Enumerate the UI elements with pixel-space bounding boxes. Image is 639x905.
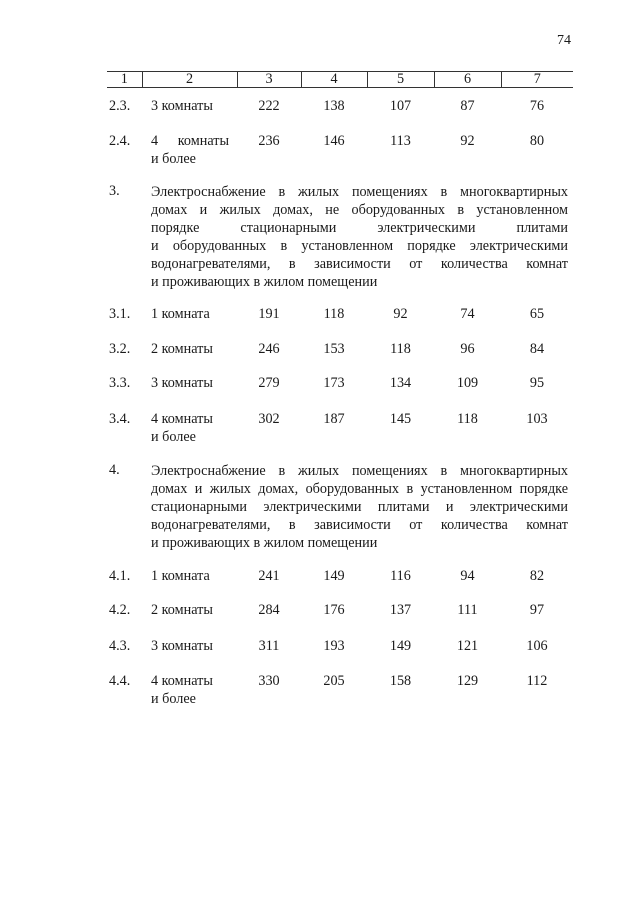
row-value: 76 (529, 98, 545, 114)
section-line: стационарными электрическими плитами и электрическими (151, 499, 568, 515)
section-line: домах и жилых домах, не оборудованных в установленном (151, 202, 568, 218)
row-number: 3.3. (109, 375, 131, 391)
row-number: 3.1. (109, 306, 131, 322)
row-value: 87 (460, 98, 475, 114)
row-value: 137 (389, 602, 412, 618)
row-value: 205 (323, 673, 345, 689)
row-value: 158 (389, 673, 412, 689)
row-name (151, 410, 213, 446)
row-value: 109 (456, 375, 479, 391)
row-value: 96 (460, 341, 475, 357)
row-value: 94 (460, 568, 475, 584)
header-cell: 2 (142, 72, 237, 88)
page-number: 74 (557, 33, 571, 48)
row-value: 187 (323, 411, 345, 427)
row-value: 246 (258, 341, 280, 357)
header-cell: 6 (434, 72, 501, 88)
row-value: 153 (323, 341, 345, 357)
row-name: 3 комнаты (151, 638, 213, 654)
row-value: 311 (258, 638, 280, 654)
row-name: 2 комнаты (151, 341, 213, 357)
header-cell: 5 (367, 72, 434, 88)
row-value: 118 (323, 306, 345, 322)
row-value: 222 (258, 98, 280, 114)
row-value: 116 (390, 568, 411, 584)
row-name: 1 комната (151, 568, 210, 584)
row-value: 145 (389, 411, 412, 427)
row-number: 4.1. (109, 568, 131, 584)
row-name-line1: 4 комнаты (151, 411, 213, 427)
section-line: домах и жилых домах, оборудованных в установленном порядке (151, 481, 568, 497)
section-number: 4. (109, 462, 120, 478)
row-value: 95 (529, 375, 545, 391)
row-name-part: 4 (151, 133, 159, 149)
row-value: 92 (460, 133, 475, 149)
row-name-part: комнаты (177, 133, 229, 149)
row-value: 92 (393, 306, 408, 322)
row-value: 74 (460, 306, 475, 322)
section-line: и проживающих в жилом помещении (151, 274, 378, 290)
row-name-line1: 4 комнаты (151, 673, 213, 689)
header-cell: 3 (237, 72, 301, 88)
row-value: 112 (526, 673, 548, 689)
row-value: 191 (258, 306, 280, 322)
row-value: 330 (258, 673, 280, 689)
row-value: 82 (529, 568, 545, 584)
row-value: 121 (456, 638, 479, 654)
row-name (151, 672, 213, 708)
row-number: 4.4. (109, 673, 131, 689)
row-value: 193 (323, 638, 345, 654)
row-value: 176 (323, 602, 345, 618)
section-line: порядке стационарными электрическими плитами (151, 220, 568, 236)
row-value: 302 (258, 411, 280, 427)
row-name: 3 комнаты (151, 98, 213, 114)
row-value: 118 (457, 411, 478, 427)
row-number: 2.3. (109, 98, 131, 114)
row-value: 284 (258, 602, 280, 618)
section-description (151, 462, 568, 552)
row-value: 106 (526, 638, 548, 654)
row-number: 2.4. (109, 133, 131, 149)
row-name: 2 комнаты (151, 602, 213, 618)
section-description (151, 183, 568, 291)
row-name-line2: и более (151, 151, 196, 167)
section-line: Электроснабжение в жилых помещениях в многоквартирных (151, 463, 568, 479)
row-value: 111 (457, 602, 478, 618)
row-number: 4.3. (109, 638, 131, 654)
section-line: водонагревателями, в зависимости от количества комнат (151, 517, 568, 533)
section-number: 3. (109, 183, 120, 199)
row-number: 3.4. (109, 411, 131, 427)
row-value: 149 (323, 568, 345, 584)
row-value: 173 (323, 375, 345, 391)
row-name: 3 комнаты (151, 375, 213, 391)
section-line: и оборудованных в установленном порядке электрическими (151, 238, 568, 254)
section-line: и проживающих в жилом помещении (151, 535, 378, 551)
section-line: Электроснабжение в жилых помещениях в многоквартирных (151, 184, 568, 200)
row-value: 107 (389, 98, 412, 114)
row-value: 65 (529, 306, 545, 322)
row-number: 3.2. (109, 341, 131, 357)
row-value: 129 (456, 673, 479, 689)
row-value: 149 (389, 638, 412, 654)
header-cell: 7 (501, 72, 573, 88)
row-number: 4.2. (109, 602, 131, 618)
header-cell: 1 (107, 72, 142, 88)
row-value: 80 (529, 133, 545, 149)
row-value: 236 (258, 133, 280, 149)
row-name (151, 132, 229, 168)
row-value: 103 (526, 411, 548, 427)
row-value: 113 (390, 133, 411, 149)
row-value: 146 (323, 133, 345, 149)
header-row (107, 72, 573, 88)
row-value: 97 (529, 602, 545, 618)
row-name-line2: и более (151, 429, 196, 445)
table-header (107, 71, 573, 88)
row-value: 138 (323, 98, 345, 114)
row-value: 84 (529, 341, 545, 357)
header-cell: 4 (301, 72, 367, 88)
row-value: 134 (389, 375, 412, 391)
row-value: 118 (390, 341, 411, 357)
row-value: 241 (258, 568, 280, 584)
section-line: водонагревателями, в зависимости от количества комнат (151, 256, 568, 272)
row-name-line2: и более (151, 691, 196, 707)
row-value: 279 (258, 375, 280, 391)
row-name: 1 комната (151, 306, 210, 322)
